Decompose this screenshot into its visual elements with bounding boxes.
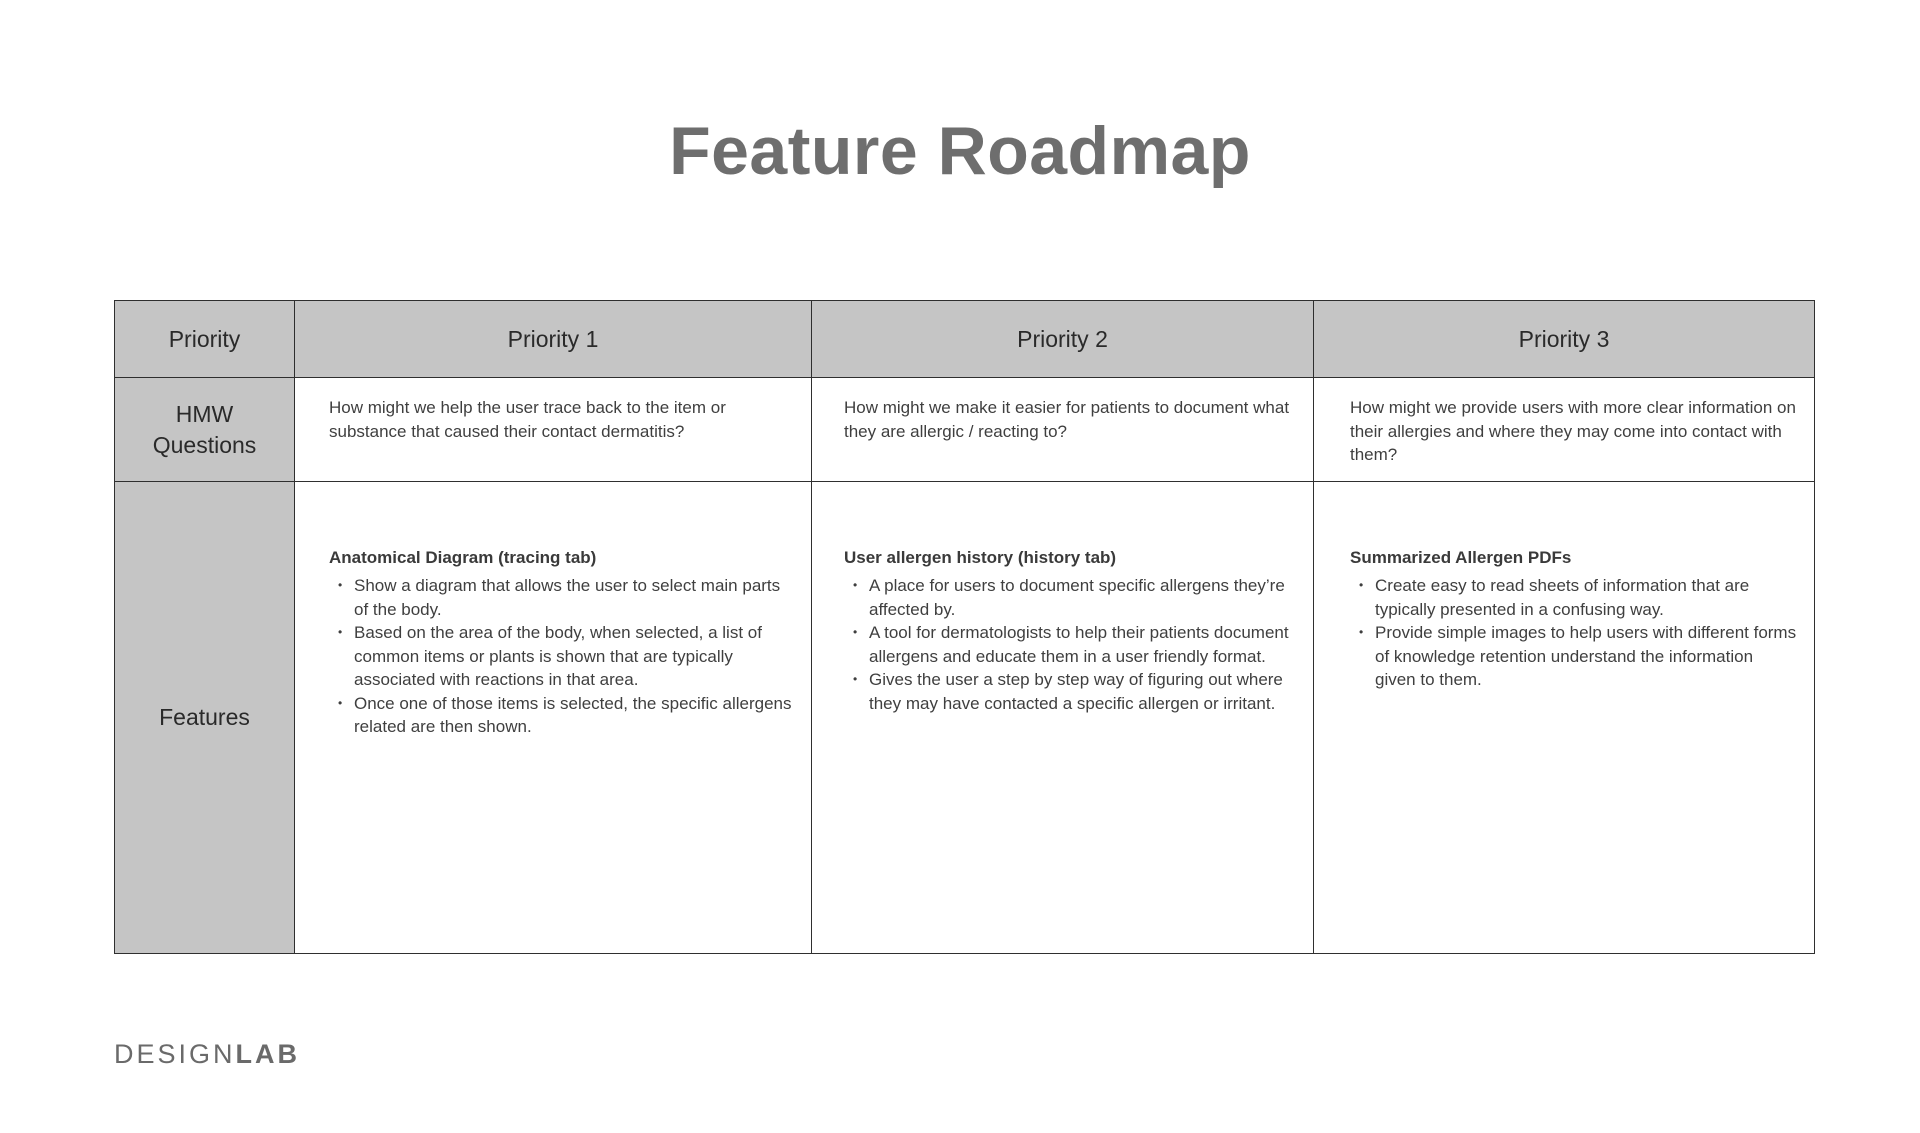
logo-text-lab: LAB	[235, 1039, 301, 1069]
hmw-cell-priority-3	[1314, 378, 1815, 481]
bullet-icon: •	[853, 672, 858, 687]
bullet-icon: •	[853, 625, 858, 640]
feature-list	[329, 574, 795, 739]
hmw-row	[115, 378, 1815, 481]
header-priority-2: Priority 2	[812, 301, 1314, 378]
feature-title: User allergen history (history tab)	[844, 547, 1117, 567]
feature-item-text: Based on the area of the body, when selected, a list of common items or plants is shown that are typically associated with reactions in that area.	[354, 623, 762, 690]
feature-item-text: Gives the user a step by step way of figuring out where they may have contacted a specific allergen or irritant.	[869, 670, 1283, 713]
feature-item-text: A place for users to document specific allergens they’re affected by.	[869, 576, 1285, 619]
bullet-icon: •	[338, 625, 343, 640]
feature-item-text: Provide simple images to help users with different forms of knowledge retention understand the information given to them.	[1375, 623, 1797, 690]
roadmap-table	[114, 300, 1815, 954]
feature-item-text: A tool for dermatologists to help their patients document allergens and educate them in a user friendly format.	[869, 623, 1289, 666]
hmw-question: How might we help the user trace back to the item or substance that caused their contact dermatitis?	[329, 398, 726, 441]
hmw-question: How might we provide users with more clear information on their allergies and where they may come into contact with them?	[1350, 398, 1796, 465]
list-item	[1350, 621, 1798, 692]
features-cell-priority-1	[295, 481, 812, 953]
features-label-cell: Features	[115, 481, 295, 953]
feature-item-text: Create easy to read sheets of information that are typically presented in a confusing way.	[1375, 576, 1750, 619]
hmw-question: How might we make it easier for patients to document what they are allergic / reacting to?	[844, 398, 1290, 441]
list-item	[844, 574, 1297, 621]
feature-list	[844, 574, 1297, 715]
list-item	[329, 574, 795, 621]
hmw-cell-priority-2	[812, 378, 1314, 481]
bullet-icon: •	[338, 578, 343, 593]
feature-title: Summarized Allergen PDFs	[1350, 547, 1572, 567]
header-row	[115, 301, 1815, 378]
list-item	[844, 668, 1297, 715]
bullet-icon: •	[338, 695, 343, 710]
hmw-label-line2: Questions	[152, 431, 257, 458]
hmw-label-line1: HMW	[175, 400, 234, 427]
features-cell-priority-3	[1314, 481, 1815, 953]
header-priority-1: Priority 1	[295, 301, 812, 378]
feature-item-text: Show a diagram that allows the user to select main parts of the body.	[354, 576, 781, 619]
list-item	[1350, 574, 1798, 621]
logo-text-design: DESIGN	[114, 1039, 236, 1069]
page-title: Feature Roadmap	[669, 113, 1251, 189]
list-item	[329, 692, 795, 739]
header-label-cell: Priority	[115, 301, 295, 378]
list-item	[844, 621, 1297, 668]
bullet-icon: •	[853, 578, 858, 593]
features-cell-priority-2	[812, 481, 1314, 953]
features-row	[115, 481, 1815, 953]
feature-title: Anatomical Diagram (tracing tab)	[329, 547, 597, 567]
feature-item-text: Once one of those items is selected, the specific allergens related are then shown.	[354, 693, 792, 737]
bullet-icon: •	[1359, 625, 1364, 640]
hmw-cell-priority-1	[295, 378, 812, 481]
hmw-label-cell	[115, 378, 295, 481]
feature-list	[1350, 574, 1798, 692]
list-item	[329, 621, 795, 692]
bullet-icon: •	[1359, 578, 1364, 593]
designlab-logo	[114, 1039, 300, 1070]
header-priority-3: Priority 3	[1314, 301, 1815, 378]
